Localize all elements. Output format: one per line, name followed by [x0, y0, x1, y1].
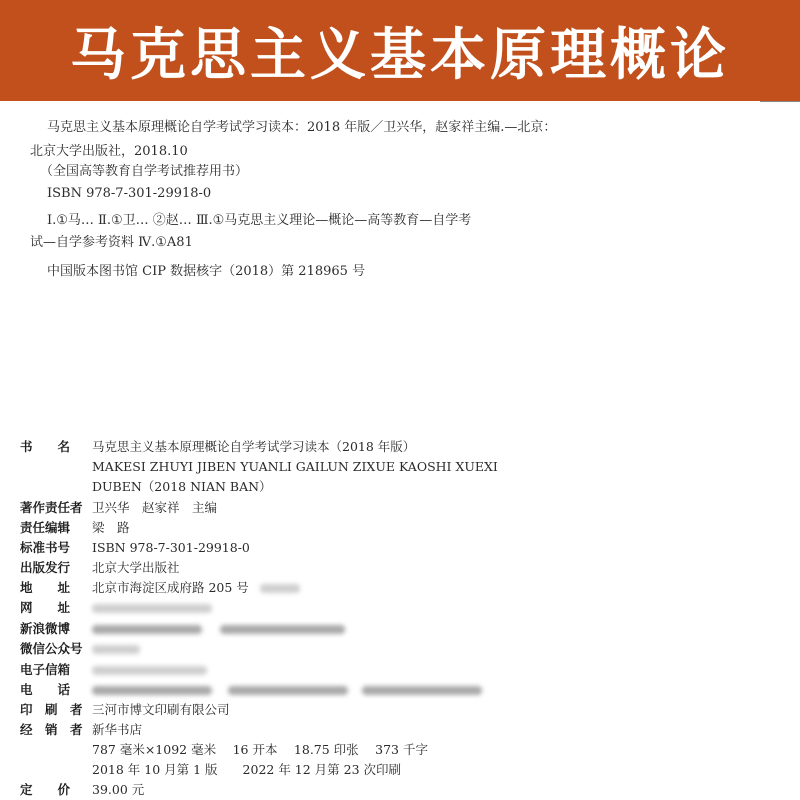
weibo-label: 新浪微博	[20, 621, 71, 636]
email-label: 电子信箱	[20, 662, 71, 677]
author-label: 著作责任者	[20, 500, 83, 515]
address-value: 北京市海淀区成府路 205 号	[92, 580, 249, 595]
isbn-value: ISBN 978-7-301-29918-0	[92, 540, 250, 555]
price-label: 定 价	[20, 782, 71, 797]
cip-line: Ⅰ.①马… Ⅱ.①卫… ②赵… Ⅲ.①马克思主义理论—概论—高等教育—自学考	[47, 213, 472, 228]
redacted-phone-2	[228, 686, 348, 695]
edition-value: 2018 年 10 月第 1 版 2022 年 12 月第 23 次印刷	[92, 762, 402, 777]
printer-value: 三河市博文印刷有限公司	[92, 702, 230, 717]
banner-title: 马克思主义基本原理概论	[70, 22, 730, 88]
cip-line: 马克思主义基本原理概论自学考试学习读本：2018 年版／卫兴华，赵家祥主编.—北京：	[47, 120, 557, 135]
title-value-pinyin-1: MAKESI ZHUYI JIBEN YUANLI GAILUN ZIXUE KAOSHI XUEXI	[92, 459, 498, 474]
address-label: 地 址	[20, 580, 71, 595]
isbn-label: 标准书号	[20, 540, 71, 555]
redacted-weibo-2	[220, 625, 345, 634]
editor-value: 梁 路	[92, 520, 130, 535]
editor-label: 责任编辑	[20, 520, 71, 535]
redacted-website	[92, 604, 212, 613]
cip-line: 中国版本图书馆 CIP 数据核字（2018）第 218965 号	[47, 264, 366, 279]
distributor-label: 经 销 者	[20, 722, 83, 737]
cip-line: ISBN 978-7-301-29918-0	[47, 186, 212, 201]
title-value-pinyin-2: DUBEN（2018 NIAN BAN）	[92, 479, 272, 494]
redacted-phone-3	[362, 686, 482, 695]
printer-label: 印 刷 者	[20, 702, 83, 717]
publisher-label: 出版发行	[20, 560, 71, 575]
price-value: 39.00 元	[92, 782, 145, 797]
title-value-cn: 马克思主义基本原理概论自学考试学习读本（2018 年版）	[92, 439, 416, 454]
redacted-postcode	[260, 584, 300, 593]
redacted-email	[92, 666, 207, 675]
author-value: 卫兴华 赵家祥 主编	[92, 500, 218, 515]
spec-value: 787 毫米×1092 毫米 16 开本 18.75 印张 373 千字	[92, 742, 428, 757]
redacted-phone-1	[92, 686, 212, 695]
redacted-weibo	[92, 625, 202, 634]
cip-line: 试—自学参考资料 Ⅳ.①A81	[30, 235, 193, 250]
cip-line: （全国高等教育自学考试推荐用书）	[40, 164, 249, 179]
phone-label: 电 话	[20, 682, 71, 697]
wechat-label: 微信公众号	[20, 641, 83, 656]
distributor-value: 新华书店	[92, 722, 143, 737]
redacted-wechat	[92, 645, 140, 654]
cip-line: 北京大学出版社，2018.10	[30, 144, 188, 159]
title-label: 书 名	[20, 439, 71, 454]
website-label: 网 址	[20, 600, 71, 615]
publisher-value: 北京大学出版社	[92, 560, 180, 575]
